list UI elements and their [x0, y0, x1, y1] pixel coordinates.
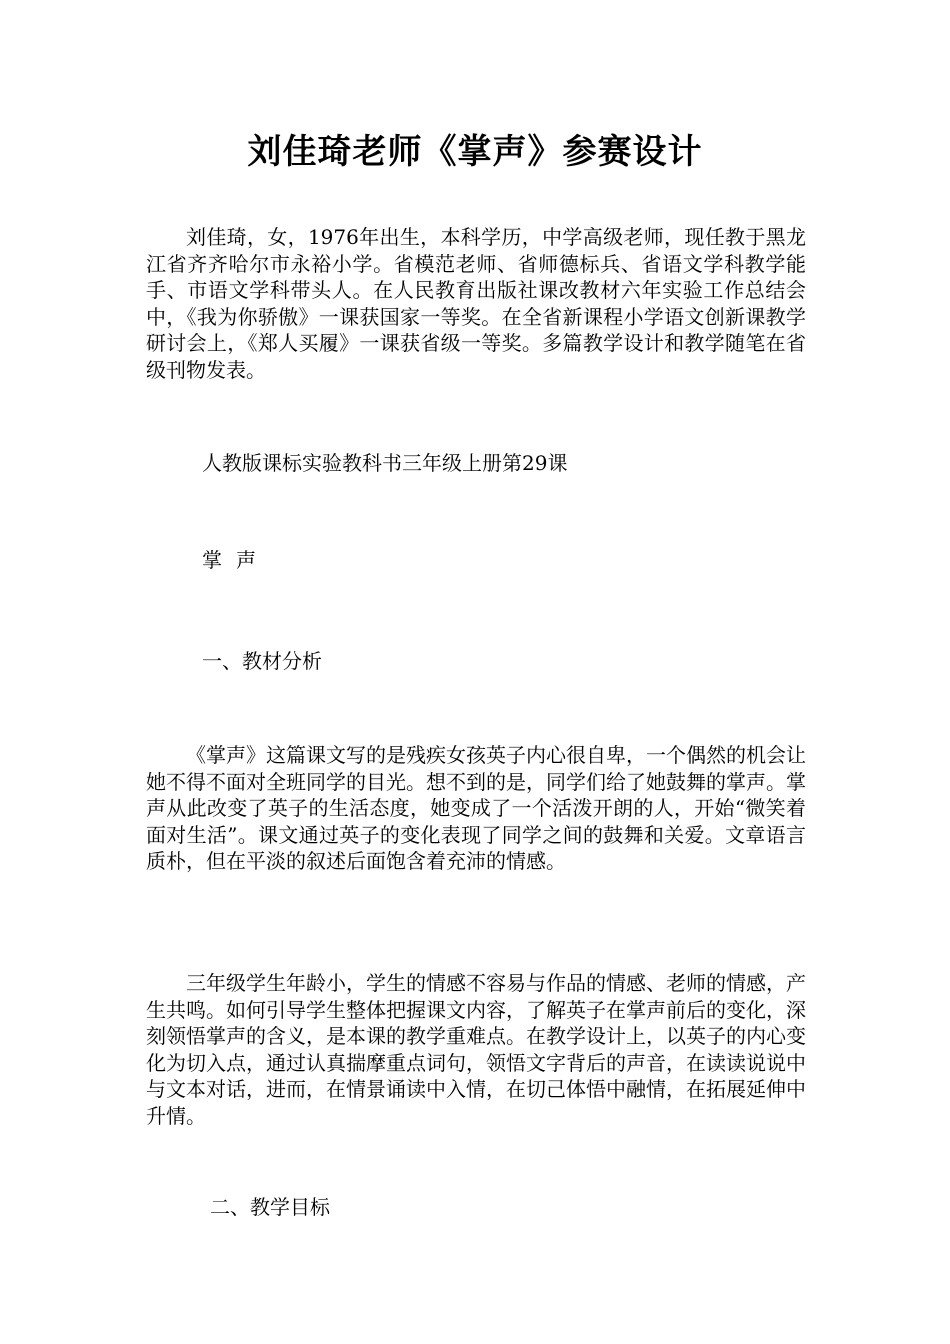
section-heading-teaching-goals: 二、教学目标: [210, 1195, 330, 1219]
textbook-reference-line: 人教版课标实验教科书三年级上册第29课: [202, 451, 568, 475]
section-heading-textbook-analysis: 一、教材分析: [202, 649, 322, 673]
analysis-paragraph-2: 三年级学生年龄小，学生的情感不容易与作品的情感、老师的情感，产生共鸣。如何引导学生整体把握课文内容，了解英子在掌声前后的变化，深刻领悟掌声的含义，是本课的教学重难点。在教学设计上，以英子的内心变化为切入点，通过认真揣摩重点词句，领悟文字背后的声音，在读读说说中与文本对话，进而，在情景诵读中入情，在切己体悟中融情，在拓展延伸中升情。: [146, 971, 806, 1128]
lesson-title-line: 掌声: [202, 548, 270, 572]
analysis-paragraph-1: 《掌声》这篇课文写的是残疾女孩英子内心很自卑，一个偶然的机会让她不得不面对全班同学的目光。想不到的是，同学们给了她鼓舞的掌声。掌声从此改变了英子的生活态度，她变成了一个活泼开朗的人，开始“微笑着面对生活”。课文通过英子的变化表现了同学之间的鼓舞和关爱。文章语言质朴，但在平淡的叙述后面饱含着充沛的情感。: [146, 743, 806, 873]
author-bio-paragraph: 刘佳琦，女，1976年出生，本科学历，中学高级老师，现任教于黑龙江省齐齐哈尔市永裕小学。省模范老师、省师德标兵、省语文学科教学能手、市语文学科带头人。在人民教育出版社课改教材六年实验工作总结会中，《我为你骄傲》一课获国家一等奖。在全省新课程小学语文创新课教学研讨会上，《郑人买履》一课获省级一等奖。多篇教学设计和教学随笔在省级刊物发表。: [146, 225, 806, 382]
document-title: 刘佳琦老师《掌声》参赛设计: [247, 132, 703, 172]
